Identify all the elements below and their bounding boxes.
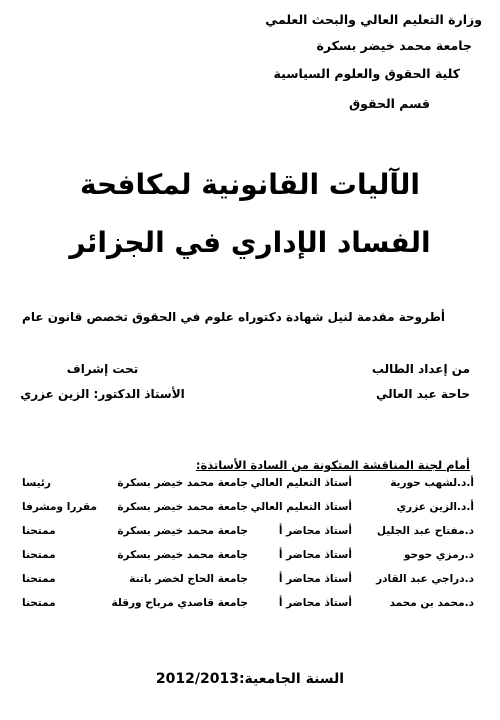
thesis-subtitle: أطروحة مقدمة لنيل شهادة دكتوراه علوم في الحقوق تخصص قانون عام <box>22 310 445 324</box>
academic-year: السنة الجامعية:2012/2013 <box>155 671 345 687</box>
jury-row <box>22 501 474 523</box>
jury-member-role: ممتحنا <box>22 573 56 585</box>
supervisor-name: الأستاذ الدكتور: الزين عزري <box>20 387 185 401</box>
department-name: قسم الحقوق <box>348 96 430 111</box>
jury-member-role: ممتحنا <box>22 549 56 561</box>
jury-member-university: جامعة محمد خيضر بسكرة <box>117 525 248 537</box>
jury-member-name: د.مفتاح عبد الجليل <box>376 525 474 537</box>
jury-member-rank: أستاذ التعليم العالي <box>250 477 352 489</box>
jury-member-role: ممتحنا <box>22 525 56 537</box>
jury-member-name: أ.د.الزين عزري <box>396 501 474 513</box>
student-label: من إعداد الطالب <box>371 362 470 376</box>
jury-member-role: رئيسا <box>22 477 51 489</box>
jury-row <box>22 525 474 547</box>
jury-member-role: ممتحنا <box>22 597 56 609</box>
faculty-name: كلية الحقوق والعلوم السياسية <box>273 66 460 81</box>
jury-member-university: جامعة محمد خيضر بسكرة <box>117 477 248 489</box>
jury-row <box>22 597 474 619</box>
jury-member-university: جامعة محمد خيضر بسكرة <box>117 549 248 561</box>
jury-member-name: د.محمد بن محمد <box>389 597 474 609</box>
supervisor-label: تحت إشراف <box>66 362 139 376</box>
student-name: حاحة عبد العالي <box>375 387 470 401</box>
university-name: جامعة محمد خيضر بسكرة <box>316 38 472 53</box>
jury-member-university: جامعة الحاج لخضر باتنة <box>129 573 248 585</box>
jury-member-university: جامعة محمد خيضر بسكرة <box>117 501 248 513</box>
jury-row <box>22 477 474 499</box>
jury-member-rank: أستاذ محاضر أ <box>278 597 352 609</box>
jury-heading: أمام لجنة المناقشة المتكونة من السادة الأساتذة: <box>195 458 470 472</box>
thesis-title-line-1: الآليات القانونية لمكافحة <box>79 168 421 201</box>
jury-member-rank: أستاذ محاضر أ <box>278 525 352 537</box>
jury-row <box>22 573 474 595</box>
ministry-name: وزارة التعليم العالي والبحث العلمي <box>265 12 482 27</box>
thesis-title-line-2: الفساد الإداري في الجزائر <box>69 226 431 259</box>
jury-member-rank: أستاذ محاضر أ <box>278 573 352 585</box>
jury-row <box>22 549 474 571</box>
jury-member-name: أ.د.لشهب حورية <box>390 477 474 489</box>
jury-member-name: د.رمزي حوحو <box>403 549 474 561</box>
jury-member-university: جامعة قاصدي مرباح ورقلة <box>111 597 248 609</box>
jury-member-name: د.دراجي عبد القادر <box>376 573 474 585</box>
jury-member-role: مقررا ومشرفا <box>22 501 97 513</box>
jury-member-rank: أستاذ محاضر أ <box>278 549 352 561</box>
jury-member-rank: أستاذ التعليم العالي <box>250 501 352 513</box>
